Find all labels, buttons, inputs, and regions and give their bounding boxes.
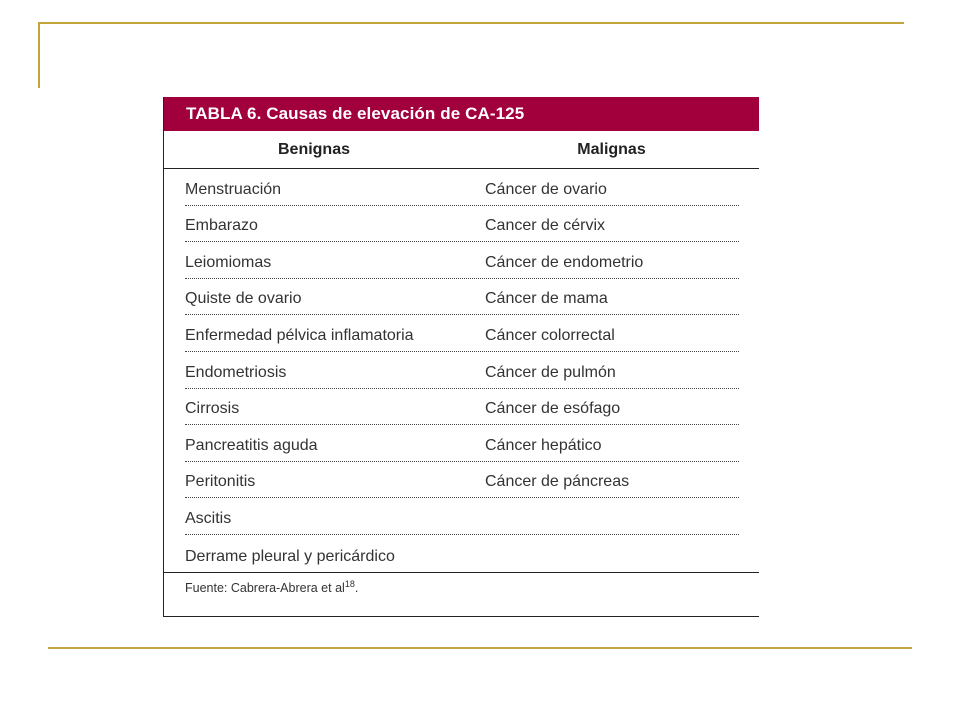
cell-benign: Derrame pleural y pericárdico [185,547,395,565]
table-row [185,462,739,499]
table-body [164,169,759,572]
table-row [185,279,739,316]
table-row [185,535,739,572]
header-benignas: Benignas [277,140,350,158]
cell-malign: Cáncer de mama [485,290,608,308]
cell-benign: Quiste de ovario [185,290,302,308]
table-source-note [164,573,759,595]
cell-benign: Enfermedad pélvica inflamatoria [185,326,414,344]
cell-benign: Ascitis [185,509,232,527]
cell-malign: Cancer de cérvix [485,217,606,235]
cell-malign: Cáncer de pulmón [485,363,616,381]
cell-benign: Peritonitis [185,473,256,491]
ca125-table [163,97,759,617]
source-end: . [354,580,359,595]
source-reference: 18 [344,578,355,589]
slide-frame-left-line [38,22,40,88]
table-title: TABLA 6. Causas de elevación de CA-125 [164,97,759,131]
cell-benign: Cirrosis [185,400,240,418]
cell-benign: Endometriosis [185,363,287,381]
cell-malign: Cáncer colorrectal [485,326,615,344]
header-malignas: Malignas [577,140,646,158]
table-row [185,498,739,535]
cell-benign: Embarazo [185,217,258,235]
slide-frame-top-line [38,22,904,24]
table-row [185,169,739,206]
slide-frame-bottom-line [48,647,912,649]
table-row [185,425,739,462]
cell-malign: Cáncer de esófago [485,400,621,418]
source-text: Fuente: Cabrera-Abrera et al [185,580,345,595]
cell-benign: Pancreatitis aguda [185,436,318,454]
table-row [185,389,739,426]
table-row [185,206,739,243]
cell-benign: Leiomiomas [185,253,272,271]
table-row [185,315,739,352]
cell-benign: Menstruación [185,180,282,198]
table-row [185,352,739,389]
table-row [185,242,739,279]
cell-malign: Cáncer de ovario [485,180,607,198]
table-header-row [164,131,759,169]
cell-malign: Cáncer hepático [485,436,602,454]
cell-malign: Cáncer de páncreas [485,473,630,491]
cell-malign: Cáncer de endometrio [485,253,644,271]
